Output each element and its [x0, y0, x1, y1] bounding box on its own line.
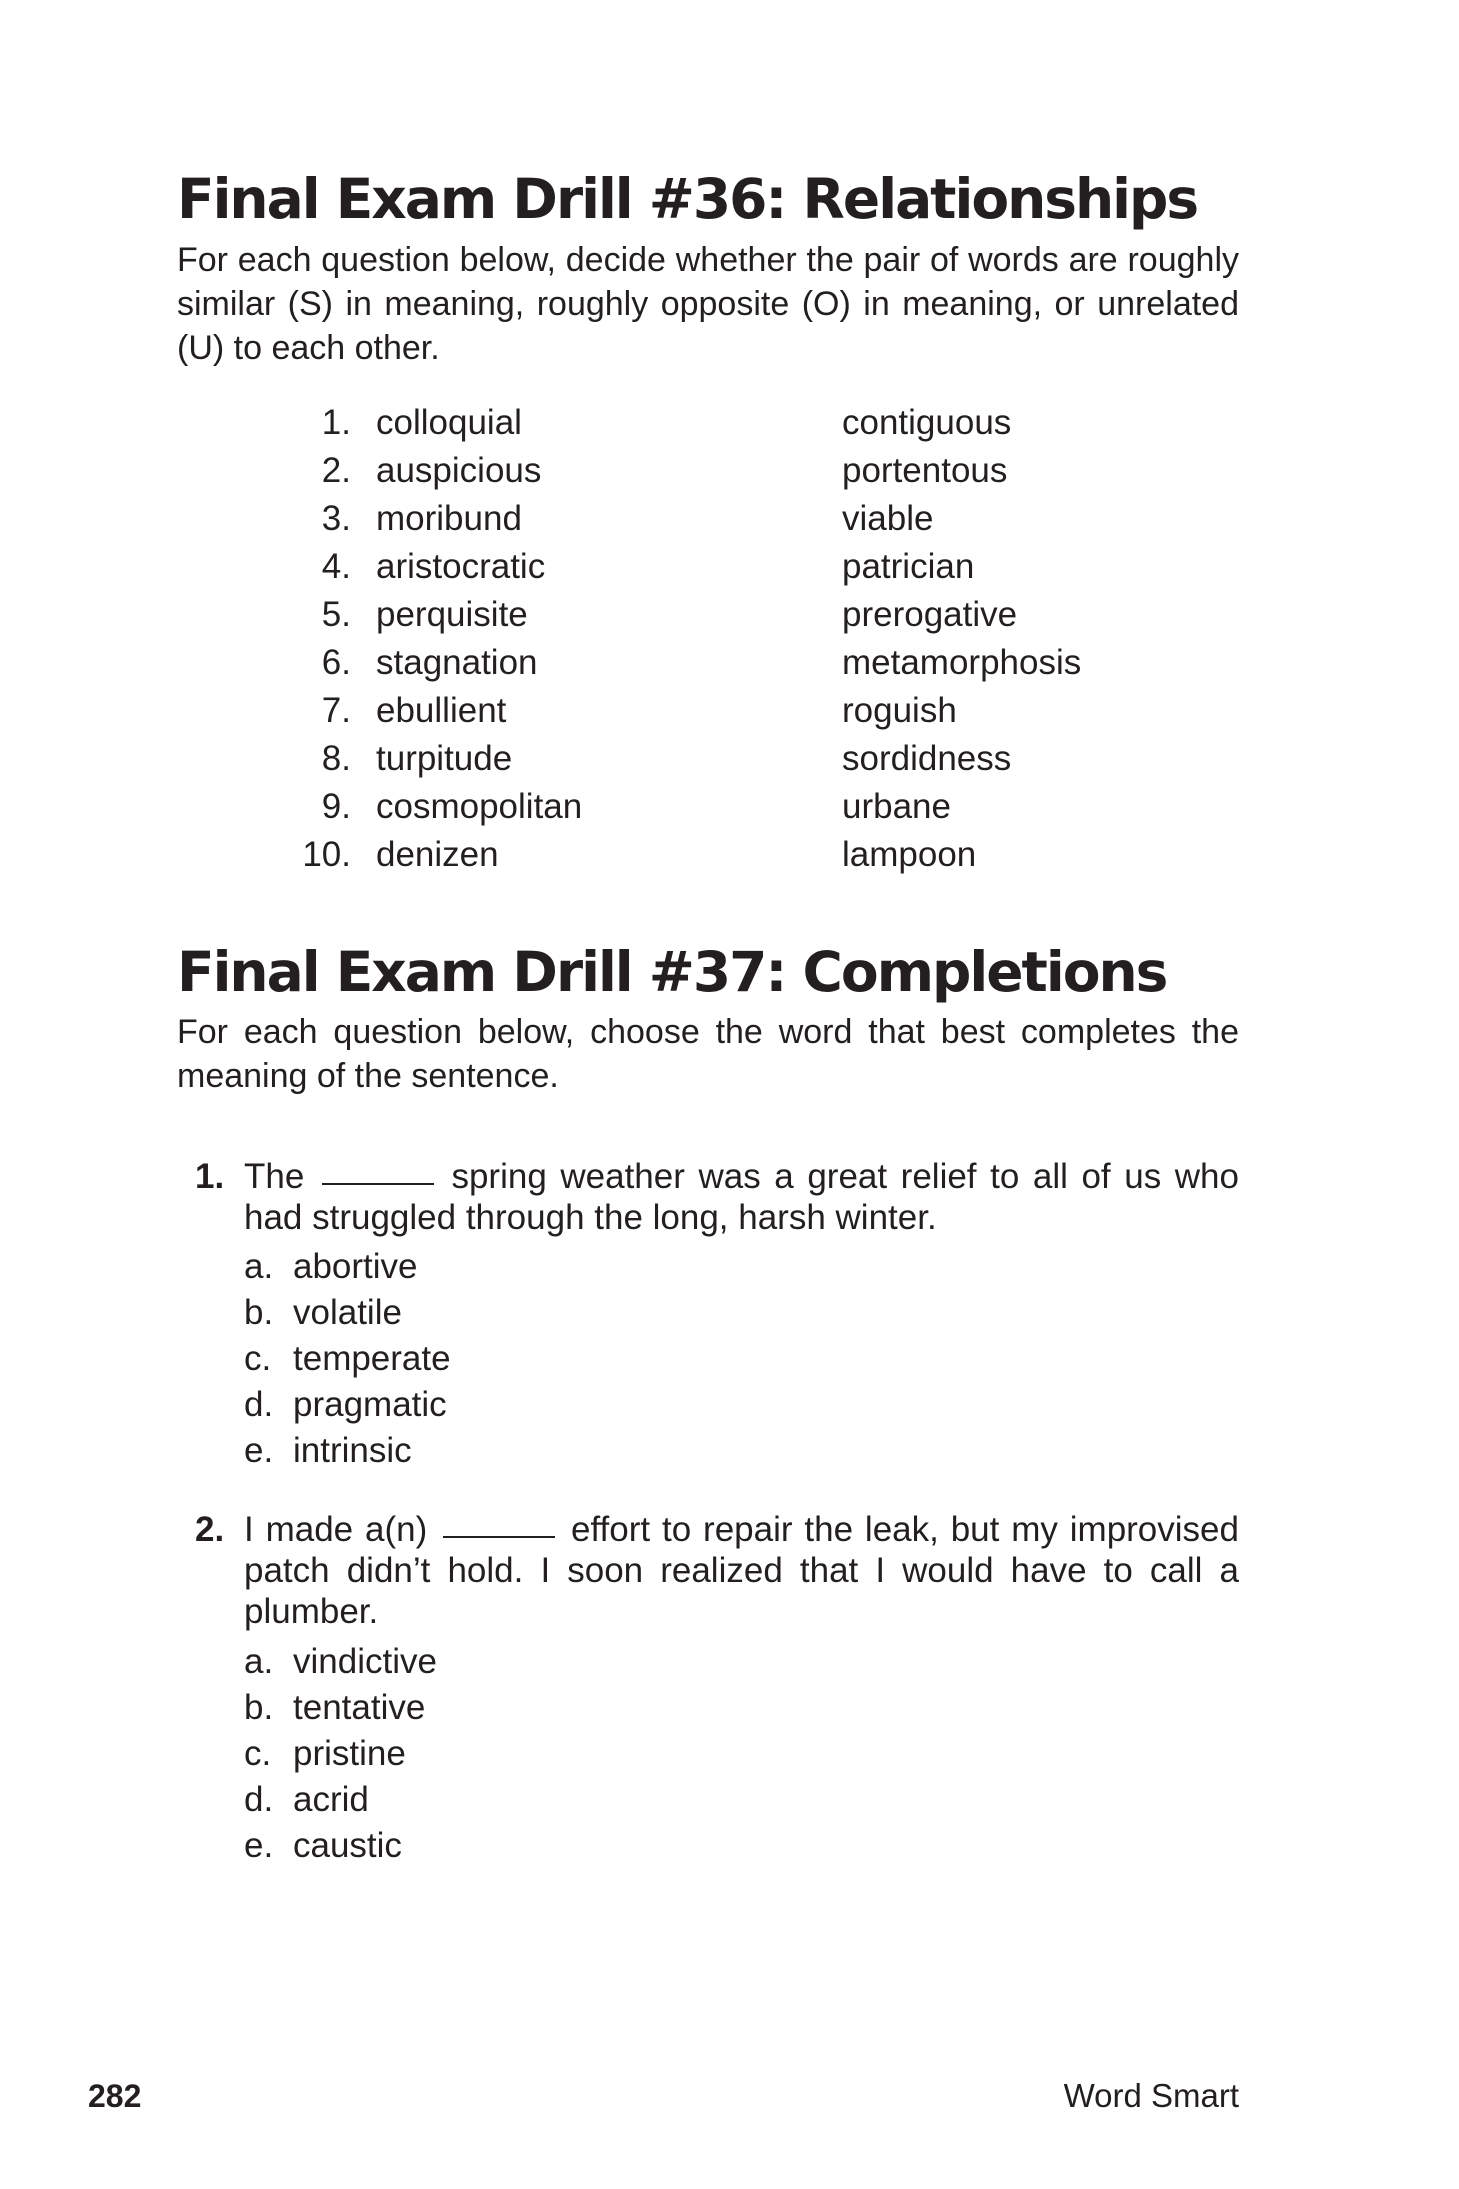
relationship-item	[0, 591, 1459, 639]
first-word: auspicious	[376, 451, 542, 490]
first-word: moribund	[376, 499, 522, 538]
second-word: roguish	[842, 691, 957, 730]
question-sentence	[244, 1156, 1239, 1238]
drill-37-instructions: For each question below, choose the word that best completes the meaning of the sentence.	[177, 1013, 1239, 1095]
option-word: volatile	[293, 1293, 402, 1332]
first-word: aristocratic	[376, 547, 546, 586]
relationship-item	[0, 399, 1459, 447]
second-word: prerogative	[842, 595, 1018, 634]
second-word: contiguous	[842, 403, 1012, 442]
item-number: 8.	[321, 739, 351, 778]
item-number: 7.	[321, 691, 351, 730]
relationship-item	[0, 687, 1459, 735]
option-word: pragmatic	[293, 1385, 447, 1424]
answer-option[interactable]	[244, 1244, 744, 1290]
option-letter: e.	[244, 1431, 274, 1470]
answer-option[interactable]	[244, 1428, 744, 1474]
drill-37-title: Final Exam Drill #37: Completions	[177, 940, 1167, 1004]
relationships-list	[0, 399, 1459, 879]
first-word: perquisite	[376, 595, 528, 634]
first-word: colloquial	[376, 403, 522, 442]
answer-option[interactable]	[244, 1290, 744, 1336]
option-letter: b.	[244, 1293, 274, 1332]
relationship-item	[0, 831, 1459, 879]
option-letter: c.	[244, 1734, 272, 1773]
relationship-item	[0, 447, 1459, 495]
option-letter: a.	[244, 1247, 274, 1286]
first-word: turpitude	[376, 739, 513, 778]
answer-option[interactable]	[244, 1823, 744, 1869]
second-word: metamorphosis	[842, 643, 1082, 682]
option-word: caustic	[293, 1826, 402, 1865]
answer-blank	[322, 1183, 434, 1185]
answer-option[interactable]	[244, 1731, 744, 1777]
item-number: 6.	[321, 643, 351, 682]
item-number: 2.	[321, 451, 351, 490]
second-word: lampoon	[842, 835, 977, 874]
option-letter: a.	[244, 1642, 274, 1681]
second-word: portentous	[842, 451, 1008, 490]
relationship-item	[0, 495, 1459, 543]
second-word: sordidness	[842, 739, 1012, 778]
option-word: acrid	[293, 1780, 369, 1819]
answer-option[interactable]	[244, 1639, 744, 1685]
running-footer-title: Word Smart	[1063, 2077, 1239, 2114]
option-letter: e.	[244, 1826, 274, 1865]
first-word: ebullient	[376, 691, 507, 730]
second-word: viable	[842, 499, 934, 538]
item-number: 9.	[321, 787, 351, 826]
answer-options	[244, 1639, 744, 1869]
answer-option[interactable]	[244, 1685, 744, 1731]
answer-option[interactable]	[244, 1382, 744, 1428]
question-number: 2.	[195, 1510, 225, 1549]
option-word: temperate	[293, 1339, 451, 1378]
relationship-item	[0, 735, 1459, 783]
option-word: intrinsic	[293, 1431, 412, 1470]
first-word: cosmopolitan	[376, 787, 583, 826]
drill-36-instructions: For each question below, decide whether the pair of words are roughly similar (S) in meaning, roughly opposite (O) in meaning, or unrelated (U) to each other.	[177, 241, 1239, 367]
first-word: denizen	[376, 835, 499, 874]
relationship-item	[0, 639, 1459, 687]
answer-option[interactable]	[244, 1777, 744, 1823]
option-word: tentative	[293, 1688, 426, 1727]
item-number: 4.	[321, 547, 351, 586]
option-letter: c.	[244, 1339, 272, 1378]
question-number: 1.	[195, 1157, 225, 1196]
item-number: 3.	[321, 499, 351, 538]
option-word: pristine	[293, 1734, 406, 1773]
option-letter: d.	[244, 1385, 274, 1424]
relationship-item	[0, 783, 1459, 831]
answer-option[interactable]	[244, 1336, 744, 1382]
sentence-end: effort to repair the leak, but my improvised patch didn’t hold. I soon realized that I would have to call a plumber.	[244, 1510, 1239, 1631]
question-sentence	[244, 1509, 1239, 1632]
sentence-start: I made a(n)	[244, 1510, 428, 1549]
second-word: patrician	[842, 547, 975, 586]
first-word: stagnation	[376, 643, 538, 682]
page-number: 282	[88, 2078, 142, 2114]
second-word: urbane	[842, 787, 951, 826]
option-letter: d.	[244, 1780, 274, 1819]
sentence-end: spring weather was a great relief to all of us who had struggled through the long, harsh winter.	[244, 1157, 1239, 1237]
option-letter: b.	[244, 1688, 274, 1727]
answer-blank	[443, 1536, 555, 1538]
option-word: vindictive	[293, 1642, 437, 1681]
answer-options	[244, 1244, 744, 1474]
item-number: 5.	[321, 595, 351, 634]
sentence-start: The	[244, 1157, 305, 1196]
drill-36-title: Final Exam Drill #36: Relationships	[177, 167, 1198, 231]
relationship-item	[0, 543, 1459, 591]
item-number: 1.	[321, 403, 351, 442]
option-word: abortive	[293, 1247, 418, 1286]
item-number: 10.	[302, 835, 351, 874]
